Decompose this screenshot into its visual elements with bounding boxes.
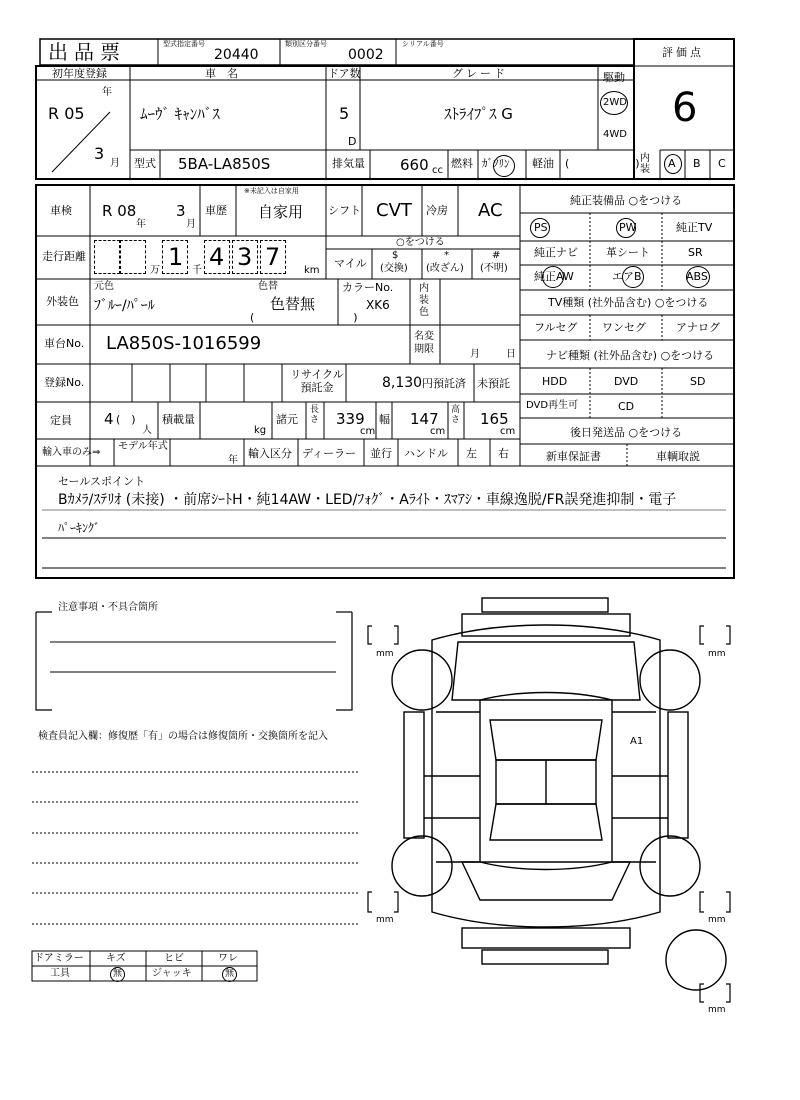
import-label: 輸入車のみ⇒ (42, 447, 101, 458)
history-value: 自家用 (258, 203, 304, 221)
navi-title: ナビ種類 (社外品含む) ○をつける (546, 349, 715, 362)
model-label: 型式 (134, 157, 156, 170)
sales-line-2: ﾊﾟｰｷﾝｸﾞ (58, 521, 101, 535)
history-note: ※未記入は自家用 (244, 187, 299, 195)
mileage-digit-box (94, 240, 120, 274)
width-cm: cm (430, 426, 446, 437)
kg-unit: kg (254, 425, 267, 436)
mirror-header: ドアミラー (34, 953, 84, 964)
doors-value: 5 (339, 104, 350, 123)
interior-label: 内装 (640, 153, 650, 175)
mm-rear-left: mm (376, 915, 394, 925)
length-label: 長さ (310, 405, 320, 425)
sales-line-1: Bｶﾒﾗ/ｽﾃﾘｵ (未接) ・前席ｼｰﾄH・純14AW・LED/ﾌｫｸﾞ・Aﾗｲﾄ・ｽﾏｱｼ・車線逸脱/FR誤発進抑制・電子 (58, 492, 677, 508)
handle-left: 左 (466, 447, 477, 460)
displacement-value: 660 (400, 156, 429, 174)
expiry-day-unit: 日 (506, 349, 516, 360)
mileage-digit-box (120, 240, 146, 274)
type-spec-label: 型式指定番号 (163, 40, 205, 48)
tool-mark: 無 (113, 969, 123, 979)
tool-mark-circle (110, 967, 125, 982)
recycle-label: リサイクル預託金 (290, 368, 344, 394)
cc-unit: cc (432, 165, 443, 176)
width-label: 幅 (379, 413, 390, 426)
mm-front-left: mm (376, 649, 394, 659)
mileage-digits (92, 238, 326, 278)
drive-2wd: 2WD (603, 97, 627, 108)
year-unit: 年 (102, 87, 112, 98)
interior-a: A (668, 157, 676, 170)
shift-value: CVT (376, 200, 412, 221)
reg-no-label: 登録No. (44, 376, 85, 389)
caution-label: 注意事項・不具合箇所 (58, 602, 158, 613)
ac-label: 冷房 (426, 204, 448, 217)
equip-aw: 純正AW (534, 270, 574, 283)
parallel-option: 並行 (370, 447, 392, 460)
mileage-digit-box: 3 (232, 240, 258, 274)
drive-2wd-circle (600, 91, 628, 115)
later-manual: 車輌取説 (656, 450, 700, 463)
fuel-circle (493, 155, 515, 177)
inspection-month: 3 (176, 202, 186, 220)
drive-4wd: 4WD (603, 129, 627, 140)
original-color: ﾌﾞﾙｰ/ﾊﾟｰﾙ (94, 298, 155, 314)
inspection-year-unit: 年 (136, 219, 146, 230)
circle-note: ○をつける (396, 237, 445, 248)
sales-label: セールスポイント (58, 475, 146, 488)
tv-analog: アナログ (676, 321, 720, 334)
color-no-label: カラーNo. (342, 281, 394, 294)
form-title: 出品票 (48, 40, 126, 64)
equip-ps: PS (534, 221, 548, 234)
later-warranty: 新車保証書 (546, 450, 601, 463)
height-cm: cm (500, 426, 516, 437)
capacity-label: 定員 (50, 414, 72, 427)
equip-pw: PW (619, 221, 637, 234)
car-name: ﾑｰｳﾞ ｷｬﾝﾊﾞｽ (140, 105, 220, 123)
damage-mark: A1 (630, 736, 644, 747)
tool-label: 工具 (50, 968, 70, 979)
scratch-header: キズ (106, 953, 126, 964)
length-cm: cm (360, 426, 376, 437)
interior-a-circle (664, 154, 682, 174)
hash-mark: # (492, 250, 501, 261)
jack-mark: 無 (225, 969, 235, 979)
star-mark: * (444, 250, 449, 261)
shift-label: シフト (328, 204, 361, 217)
mm-front-right: mm (708, 649, 726, 659)
altered-option: (改ざん) (426, 263, 464, 274)
recycle-paid: 円預託済 (422, 377, 466, 390)
interior-c: C (718, 157, 726, 170)
repaint-label: 色替 (258, 281, 278, 292)
history-label: 車歴 (205, 204, 227, 217)
equip-airbag-circle (622, 266, 644, 288)
height-label: 高さ (451, 405, 461, 425)
model-value: 5BA-LA850S (178, 155, 271, 173)
width-value: 147 (410, 410, 439, 428)
dims-label: 諸元 (276, 413, 298, 426)
model-year-label: モデル年式 (118, 441, 168, 452)
first-reg-month: 3 (94, 144, 105, 163)
later-title: 後日発送品 ○をつける (570, 426, 683, 439)
score-label: 評価点 (662, 46, 704, 59)
equip-navi: 純正ナビ (534, 246, 578, 259)
displacement-label: 排気量 (332, 157, 365, 170)
inspection-label: 車検 (50, 204, 72, 217)
inspector-label: 検査員記入欄：修復歴「有」の場合は修復箇所・交換箇所を記入 (38, 731, 328, 742)
mileage-label: 走行距離 (42, 250, 86, 263)
navi-sd: SD (690, 375, 706, 388)
capacity-value: 4 (104, 410, 114, 428)
jack-label: ジャッキ (152, 968, 192, 979)
tv-oneseg: ワンセグ (602, 321, 646, 334)
sen-unit: 千 (192, 265, 202, 276)
first-reg-label: 初年度登録 (52, 67, 107, 80)
color-no-value: XK6 (366, 298, 390, 312)
recycle-amount: 8,130 (382, 375, 423, 391)
mileage-digit-box: 1 (162, 240, 188, 274)
repaint-value: 色替無 (270, 295, 316, 313)
equip-abs: ABS (686, 270, 708, 283)
grade-value: ｽﾄﾗｲﾌﾟｽ G (444, 105, 513, 123)
dollar-mark: $ (392, 250, 399, 261)
equip-ps-circle (530, 218, 550, 238)
plate-expiry-label: 名変期限 (414, 331, 434, 355)
car-name-label: 車 名 (205, 67, 238, 80)
interior-color-label: 内装色 (419, 283, 429, 318)
original-color-label: 元色 (94, 281, 114, 292)
expiry-month-unit: 月 (470, 349, 480, 360)
exterior-label: 外装色 (46, 295, 79, 308)
first-reg-year: R 05 (48, 104, 85, 123)
class-label: 類別区分番号 (285, 40, 327, 48)
door-type: D (348, 135, 357, 148)
class-value: 0002 (348, 47, 384, 63)
equip-airbag: エアB (612, 270, 642, 283)
jack-mark-circle (222, 967, 237, 982)
man-unit: 万 (150, 265, 160, 276)
capacity-paren: ( ) (116, 413, 136, 426)
type-spec-value: 20440 (214, 47, 259, 63)
load-label: 積載量 (162, 413, 195, 426)
score-value: 6 (672, 85, 698, 131)
repaint-paren: ( ) (250, 311, 358, 324)
drive-label: 駆動 (603, 71, 625, 84)
dealer-option: ディーラー (302, 447, 357, 460)
equipment-title: 純正装備品 ○をつける (570, 194, 683, 207)
recycle-unpaid: 未預託 (477, 377, 510, 390)
mileage-digit-box: 7 (260, 240, 286, 274)
mm-spare: mm (708, 1005, 726, 1015)
import-type-label: 輸入区分 (248, 447, 292, 460)
length-value: 339 (336, 410, 365, 428)
light-oil-paren: ( ) (565, 157, 640, 170)
equip-sr: SR (688, 246, 703, 259)
equip-tv: 純正TV (676, 221, 713, 234)
unknown-option: (不明) (480, 263, 508, 274)
fuel-label: 燃料 (451, 157, 473, 170)
exchange-option: (交換) (380, 263, 408, 274)
break-header: ワレ (218, 953, 238, 964)
month-unit: 月 (110, 158, 120, 169)
mileage-digit-box: 4 (204, 240, 230, 274)
handle-label: ハンドル (404, 447, 448, 460)
equip-abs-circle (686, 266, 710, 288)
equip-leather: 革シート (606, 246, 650, 259)
navi-cd: CD (618, 400, 635, 413)
navi-dvd-play: DVD再生可 (526, 400, 579, 411)
doors-label: ドア数 (328, 67, 361, 80)
person-unit: 人 (142, 425, 152, 436)
tv-title: TV種類 (社外品含む) ○をつける (548, 296, 709, 309)
navi-hdd: HDD (542, 375, 568, 388)
grade-label: グレード (452, 67, 508, 80)
fuel-value: ｶﾞｿﾘﾝ (482, 157, 510, 170)
equip-aw-circle (542, 266, 564, 288)
mm-rear-right: mm (708, 915, 726, 925)
inspection-year: R 08 (102, 202, 137, 220)
model-year-unit: 年 (228, 455, 238, 466)
km-unit: km (304, 265, 320, 276)
crack-header: ヒビ (164, 953, 184, 964)
interior-b: B (693, 157, 701, 170)
light-oil-label: 軽油 (532, 157, 554, 170)
height-value: 165 (480, 410, 509, 428)
serial-label: シリアル番号 (402, 40, 444, 48)
ac-value: AC (478, 200, 503, 221)
tv-fullseg: フルセグ (534, 321, 578, 334)
chassis-value: LA850S-1016599 (106, 333, 262, 354)
handle-right: 右 (498, 447, 509, 460)
chassis-label: 車台No. (44, 337, 85, 350)
inspection-month-unit: 月 (186, 219, 196, 230)
equip-pw-circle (616, 218, 636, 238)
mile-option: マイル (334, 257, 367, 270)
navi-dvd: DVD (614, 375, 639, 388)
